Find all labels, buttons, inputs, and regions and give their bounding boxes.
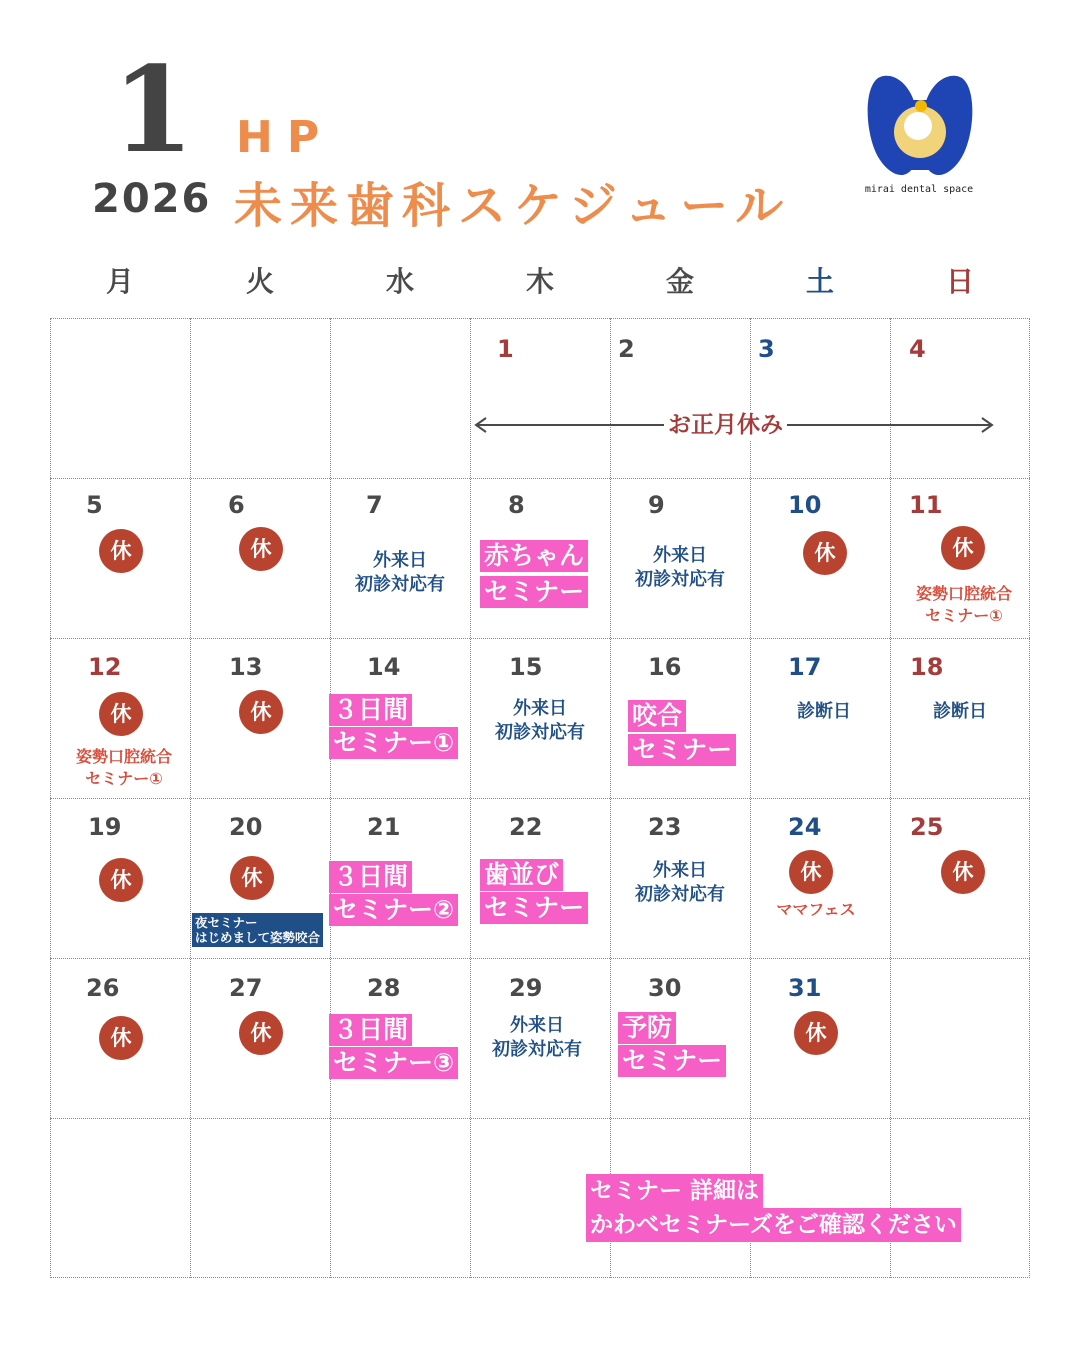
weekday-mon: 月 (105, 265, 134, 298)
day-23: 23 (648, 813, 682, 841)
day-27: 27 (229, 974, 263, 1002)
hp-label: HP (236, 112, 334, 163)
day-4: 4 (909, 335, 926, 363)
day-11: 11 (909, 491, 943, 519)
day-2: 2 (618, 335, 635, 363)
posture-seminar-label: 姿勢口腔統合 セミナー① (75, 747, 172, 788)
day-6: 6 (228, 491, 245, 519)
bite-seminar-label-2: セミナー (628, 734, 736, 766)
weekday-wed: 水 (385, 265, 414, 298)
closed-badge: 休 (99, 692, 143, 736)
weekday-tue: 火 (245, 265, 274, 298)
day-8: 8 (508, 491, 525, 519)
new-year-holiday-label: お正月休み (664, 410, 787, 440)
day-29: 29 (509, 974, 543, 1002)
diagnosis-label: 診断日 (797, 701, 851, 722)
schedule-title: 未来歯科スケジュール (234, 178, 792, 234)
outpatient-label: 外来日 初診対応有 (635, 860, 725, 905)
month-number: 1 (112, 40, 195, 179)
day-22: 22 (509, 813, 543, 841)
closed-badge: 休 (794, 1011, 838, 1055)
prevention-seminar-label: 予防 (618, 1012, 676, 1044)
seminar-notice-line1: セミナー 詳細は (586, 1174, 763, 1208)
day-7: 7 (366, 491, 383, 519)
closed-badge: 休 (99, 858, 143, 902)
mama-fes-label: ママフェス (776, 900, 856, 919)
outpatient-label: 外来日 初診対応有 (355, 550, 445, 595)
diagnosis-label: 診断日 (933, 701, 987, 722)
day-21: 21 (367, 813, 401, 841)
baby-seminar-label-2: セミナー (480, 576, 588, 608)
bite-seminar-label: 咬合 (628, 700, 686, 732)
day-12: 12 (88, 653, 122, 681)
year-label: 2026 (92, 176, 212, 222)
day-17: 17 (788, 653, 822, 681)
closed-badge: 休 (789, 850, 833, 894)
day-5: 5 (86, 491, 103, 519)
day-3: 3 (758, 335, 775, 363)
day-31: 31 (788, 974, 822, 1002)
weekday-thu: 木 (525, 265, 554, 298)
weekday-sat: 土 (805, 265, 834, 298)
day-30: 30 (648, 974, 682, 1002)
closed-badge: 休 (941, 850, 985, 894)
closed-badge: 休 (239, 690, 283, 734)
day-25: 25 (910, 813, 944, 841)
three-day-seminar-label: ３日間 (329, 694, 412, 726)
closed-badge: 休 (239, 527, 283, 571)
night-seminar-label: 夜セミナー はじめまして姿勢咬合 (192, 913, 323, 947)
closed-badge: 休 (803, 531, 847, 575)
day-1: 1 (497, 335, 514, 363)
seminar-notice-line2: かわべセミナーズをご確認ください (586, 1208, 961, 1242)
seminar-notice (586, 1174, 961, 1242)
logo-text: mirai dental space (864, 184, 974, 195)
closed-badge: 休 (99, 1016, 143, 1060)
day-10: 10 (788, 491, 822, 519)
weekday-fri: 金 (665, 265, 694, 298)
day-26: 26 (86, 974, 120, 1002)
day-13: 13 (229, 653, 263, 681)
seminar-2-label: セミナー② (329, 894, 458, 926)
teeth-alignment-seminar-label: 歯並び (480, 859, 563, 891)
outpatient-label: 外来日 初診対応有 (495, 698, 585, 743)
day-15: 15 (509, 653, 543, 681)
closed-badge: 休 (99, 529, 143, 573)
weekday-sun: 日 (945, 265, 974, 298)
posture-seminar-label: 姿勢口腔統合 セミナー① (915, 584, 1012, 625)
closed-badge: 休 (941, 526, 985, 570)
seminar-1-label: セミナー① (329, 727, 458, 759)
day-14: 14 (367, 653, 401, 681)
outpatient-label: 外来日 初診対応有 (492, 1015, 582, 1060)
day-18: 18 (910, 653, 944, 681)
prevention-seminar-label-2: セミナー (618, 1045, 726, 1077)
closed-badge: 休 (239, 1011, 283, 1055)
day-16: 16 (648, 653, 682, 681)
three-day-seminar-label: ３日間 (329, 1014, 412, 1046)
day-19: 19 (88, 813, 122, 841)
outpatient-label: 外来日 初診対応有 (635, 545, 725, 590)
day-20: 20 (229, 813, 263, 841)
seminar-3-label: セミナー③ (329, 1047, 458, 1079)
calendar-grid (50, 318, 1030, 1278)
teeth-alignment-seminar-label-2: セミナー (480, 892, 588, 924)
three-day-seminar-label: ３日間 (329, 861, 412, 893)
baby-seminar-label: 赤ちゃん (480, 540, 588, 572)
closed-badge: 休 (230, 856, 274, 900)
day-24: 24 (788, 813, 822, 841)
day-28: 28 (367, 974, 401, 1002)
day-9: 9 (648, 491, 665, 519)
